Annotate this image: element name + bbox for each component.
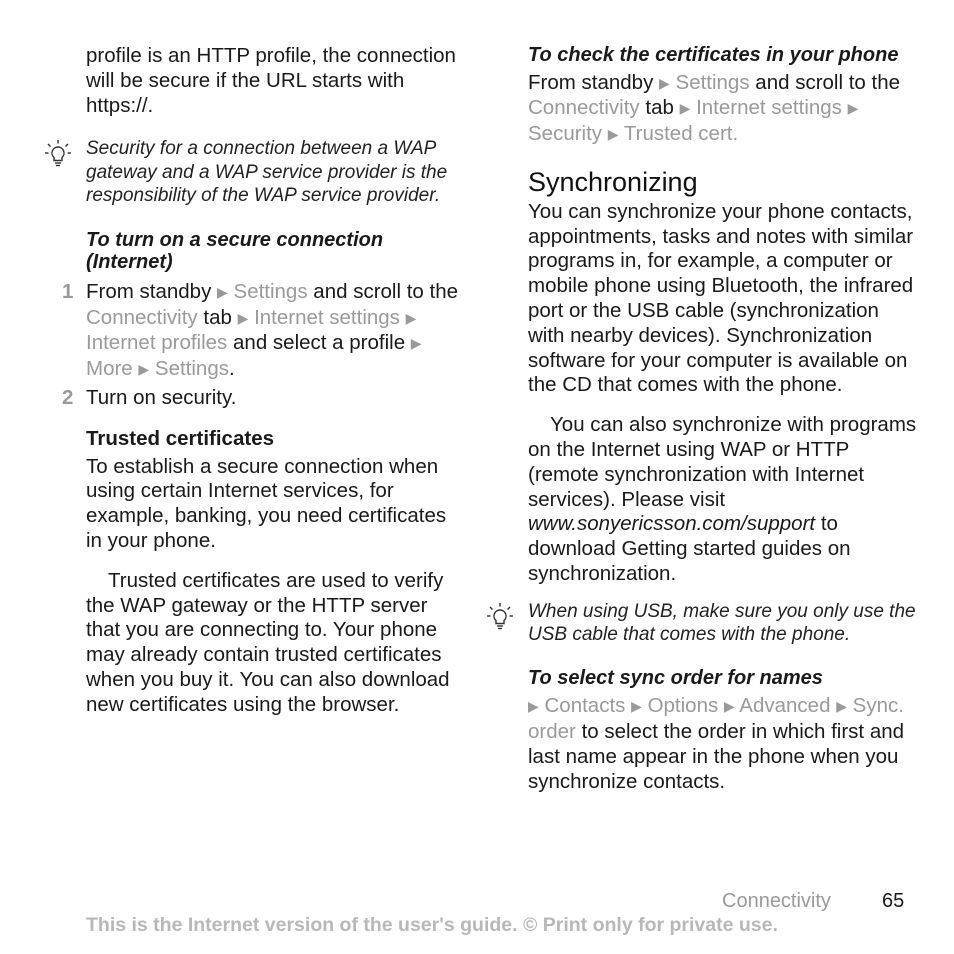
footer-section-name: Connectivity <box>722 890 831 912</box>
step-text: From standby ▶ Settings and scroll to the Connectivity tab ▶ Internet settings ▶ Internet profiles and select a profile ▶ More ▶ Settings. <box>86 279 459 381</box>
tip-security <box>86 137 466 208</box>
step-number: 1 <box>62 279 74 303</box>
menu-connectivity: Connectivity <box>528 96 640 120</box>
menu-security: Security <box>528 122 603 146</box>
procedure-title-sync-order: To select sync order for names <box>528 666 823 689</box>
menu-contacts: Contacts <box>544 694 626 718</box>
triangle-right-icon: ▶ <box>138 361 150 378</box>
procedure-title-secure: To turn on a secure connection (Internet) <box>86 228 384 274</box>
lightbulb-icon <box>44 139 72 171</box>
menu-settings: Settings <box>675 70 750 94</box>
paragraph: You can synchronize your phone contacts, appointments, tasks and notes with similar programs in, for example, a computer or mobile phone using Bluetooth, the infrared port or the USB cable (synchronization with nearby devices). Synchronization software for your computer is available on the CD that comes with the phone. <box>528 199 914 397</box>
footer-disclaimer: This is the Internet version of the user's guide. © Print only for private use. <box>86 914 778 936</box>
support-url: www.sonyericsson.com/support <box>528 512 816 536</box>
triangle-right-icon: ▶ <box>405 309 417 326</box>
menu-more: More <box>86 357 133 381</box>
menu-connectivity: Connectivity <box>86 305 198 329</box>
triangle-right-icon: ▶ <box>847 100 859 117</box>
page-number: 65 <box>882 890 905 912</box>
step-1 <box>62 279 466 383</box>
left-column <box>62 44 466 718</box>
steps-list <box>62 279 466 411</box>
step-2 <box>62 386 466 411</box>
menu-internet-settings: Internet settings <box>696 96 842 120</box>
step-number: 2 <box>62 386 74 410</box>
subheading-trusted-certificates: Trusted certificates <box>86 426 274 450</box>
procedure-title-check-certificates: To check the certificates in your phone <box>528 44 899 66</box>
triangle-right-icon: ▶ <box>410 335 422 352</box>
triangle-right-icon: ▶ <box>237 309 249 326</box>
triangle-right-icon: ▶ <box>723 698 735 715</box>
paragraph: You can also synchronize with programs on the Internet using WAP or HTTP (remote synchronization with Internet services). Please visit www.sonyericsson.com/support to download Getting started guides on synchronization. <box>528 413 917 586</box>
triangle-right-icon: ▶ <box>659 74 670 91</box>
paragraph: Trusted certificates are used to verify the WAP gateway or the HTTP server that you are connecting to. Your phone may already contain trusted certificates when you buy it. You can also download new certificates using the browser. <box>86 568 450 716</box>
intro-paragraph: profile is an HTTP profile, the connection will be secure if the URL starts with https://. <box>86 44 456 117</box>
triangle-right-icon: ▶ <box>607 126 619 143</box>
procedure-text: ▶ Contacts ▶ Options ▶ Advanced ▶ Sync. order to select the order in which first and last name appear in the phone when you synchronize contacts. <box>528 694 905 793</box>
paragraph: To establish a secure connection when using certain Internet services, for example, banking, you need certificates in your phone. <box>86 454 447 553</box>
triangle-right-icon: ▶ <box>217 283 228 300</box>
menu-sync-order: Sync. order <box>528 694 904 744</box>
triangle-right-icon: ▶ <box>631 698 642 715</box>
menu-internet-profiles: Internet profiles <box>86 331 228 355</box>
triangle-right-icon: ▶ <box>528 698 539 715</box>
lightbulb-icon <box>486 602 514 634</box>
section-heading: Synchronizing <box>528 166 698 197</box>
triangle-right-icon: ▶ <box>836 698 847 715</box>
tip-text: When using USB, make sure you only use the USB cable that comes with the phone. <box>528 600 916 646</box>
triangle-right-icon: ▶ <box>679 100 691 117</box>
step-text: Turn on security. <box>86 386 237 410</box>
right-column <box>528 44 918 795</box>
menu-advanced: Advanced <box>739 694 831 718</box>
menu-options: Options <box>647 694 719 718</box>
menu-settings: Settings <box>154 357 229 381</box>
tip-usb <box>528 600 918 647</box>
tip-text: Security for a connection between a WAP gateway and a WAP service provider is the responsibility of the WAP service provider. <box>86 138 448 207</box>
menu-settings: Settings <box>233 279 308 303</box>
procedure-text: From standby ▶ Settings and scroll to the Connectivity tab ▶ Internet settings ▶ Security ▶ Trusted cert. <box>528 70 901 146</box>
menu-trusted-cert: Trusted cert. <box>623 122 739 146</box>
menu-internet-settings: Internet settings <box>254 305 400 329</box>
